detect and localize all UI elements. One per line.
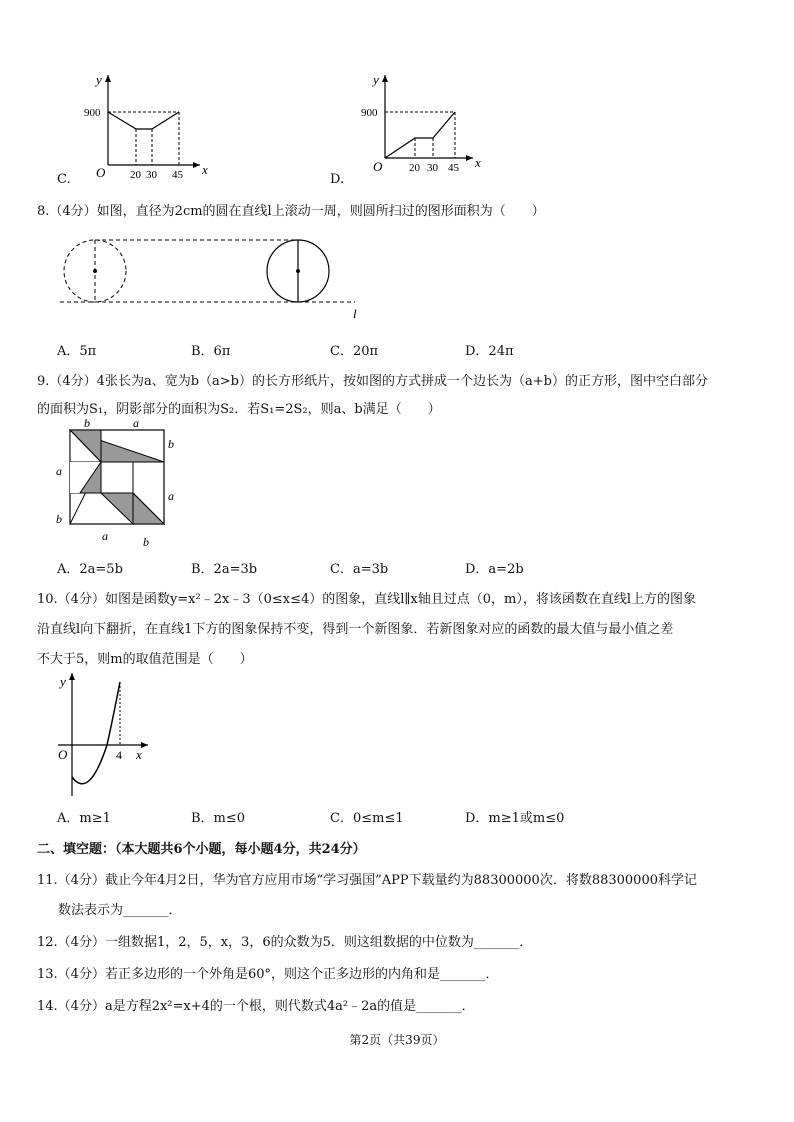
question-8-text: 8.（4分）如图，直径为2cm的圆在直线l上滚动一周，则圆所扫过的图形面积为（ ） [37,204,545,219]
option-c-label[interactable]: C. [57,172,71,187]
q9-option-b[interactable]: B．2a=3b [191,562,258,577]
graph-10-y-label: y [60,674,66,689]
graph-c-svg [60,70,210,185]
question-13: 13.（4分）若正多边形的一个外角是60°，则这个正多边形的内角和是_______． [37,967,499,982]
label-bottom-a: a [102,529,108,543]
question-10-figure [50,668,160,798]
question-14: 14.（4分）a是方程2x²=x+4的一个根，则代数式4a²﹣2a的值是_______． [37,999,475,1014]
graph-c-x-label: x [202,162,208,177]
question-12: 12.（4分）一组数据1，2，5，x，3，6的众数为5．则这组数据的中位数为_______． [37,935,533,950]
graph-d-y-label: y [373,72,379,87]
label-bottom-b: b [143,535,149,549]
question-9-figure [50,418,190,553]
q8-option-a[interactable]: A．5π [57,344,97,359]
rolling-circle-figure [55,236,375,326]
label-top-a: a [133,418,139,430]
graph-d-origin: O [373,159,383,174]
label-top-b: b [84,418,90,430]
q9-option-c[interactable]: C．a=3b [330,562,389,577]
question-10-line1: 10.（4分）如图是函数y=x²﹣2x﹣3（0≤x≤4）的图象，直线l∥x轴且过点（0，m），将该函数在直线l上方的图象 [37,592,697,607]
q8-option-b[interactable]: B．6π [191,344,231,359]
label-left-b: b [56,512,62,526]
graph-d-x-tick-3: 45 [448,162,459,174]
graph-d-x-tick-1: 20 [409,162,420,174]
option-c-graph [60,70,210,185]
option-d-graph [337,70,487,185]
graph-d-y-tick: 900 [361,107,378,119]
q10-option-a[interactable]: A．m≥1 [57,811,111,826]
graph-c-y-tick: 900 [84,107,101,119]
q10-option-b[interactable]: B．m≤0 [191,811,246,826]
label-left-a: a [56,464,62,478]
q10-option-d[interactable]: D．m≥1或m≤0 [465,811,565,826]
q8-option-c[interactable]: C．20π [330,344,379,359]
question-10-line2: 沿直线l向下翻折，在直线1下方的图象保持不变，得到一个新图象．若新图象对应的函数的最大值与最小值之差 [37,622,674,637]
label-right-b: b [168,437,174,451]
graph-10-x-tick: 4 [116,748,122,762]
question-10-line3: 不大于5，则m的取值范围是（ ） [37,652,253,667]
question-11-line1: 11.（4分）截止今年4月2日，华为官方应用市场“学习强国”APP下载量约为88300000次．将数88300000科学记 [37,873,697,888]
square-tiling-figure [50,418,190,553]
graph-d-svg [337,70,487,185]
question-11-line2: 数法表示为_______． [58,903,182,918]
graph-c-y-label: y [96,72,102,87]
q9-option-a[interactable]: A．2a=5b [57,562,123,577]
graph-d-x-label: x [475,155,481,170]
graph-10-x-label: x [136,747,142,762]
q9-option-d[interactable]: D．a=2b [465,562,524,577]
line-l-label: l [353,306,357,321]
question-8-figure [55,236,375,326]
option-d-label[interactable]: D. [330,172,345,187]
graph-c-x-tick-2: 30 [146,169,157,181]
graph-10-origin: O [58,747,68,762]
page-footer: 第2页（共39页） [349,1033,445,1047]
graph-c-x-tick-1: 20 [130,169,141,181]
section-2-heading: 二、填空题：（本大题共6个小题，每小题4分，共24分） [37,842,366,857]
q8-option-d[interactable]: D．24π [465,344,514,359]
q10-option-c[interactable]: C．0≤m≤1 [330,811,404,826]
label-right-a: a [168,489,174,503]
graph-c-x-tick-3: 45 [172,169,183,181]
question-9-line2: 的面积为S₁，阴影部分的面积为S₂．若S₁=2S₂，则a、b满足（ ） [37,402,441,417]
graph-c-origin: O [96,165,106,180]
question-9-line1: 9.（4分）4张长为a、宽为b（a>b）的长方形纸片，按如图的方式拼成一个边长为（a+b）的正方形，图中空白部分 [37,374,708,389]
graph-d-x-tick-2: 30 [427,162,438,174]
parabola-graph [50,668,160,798]
